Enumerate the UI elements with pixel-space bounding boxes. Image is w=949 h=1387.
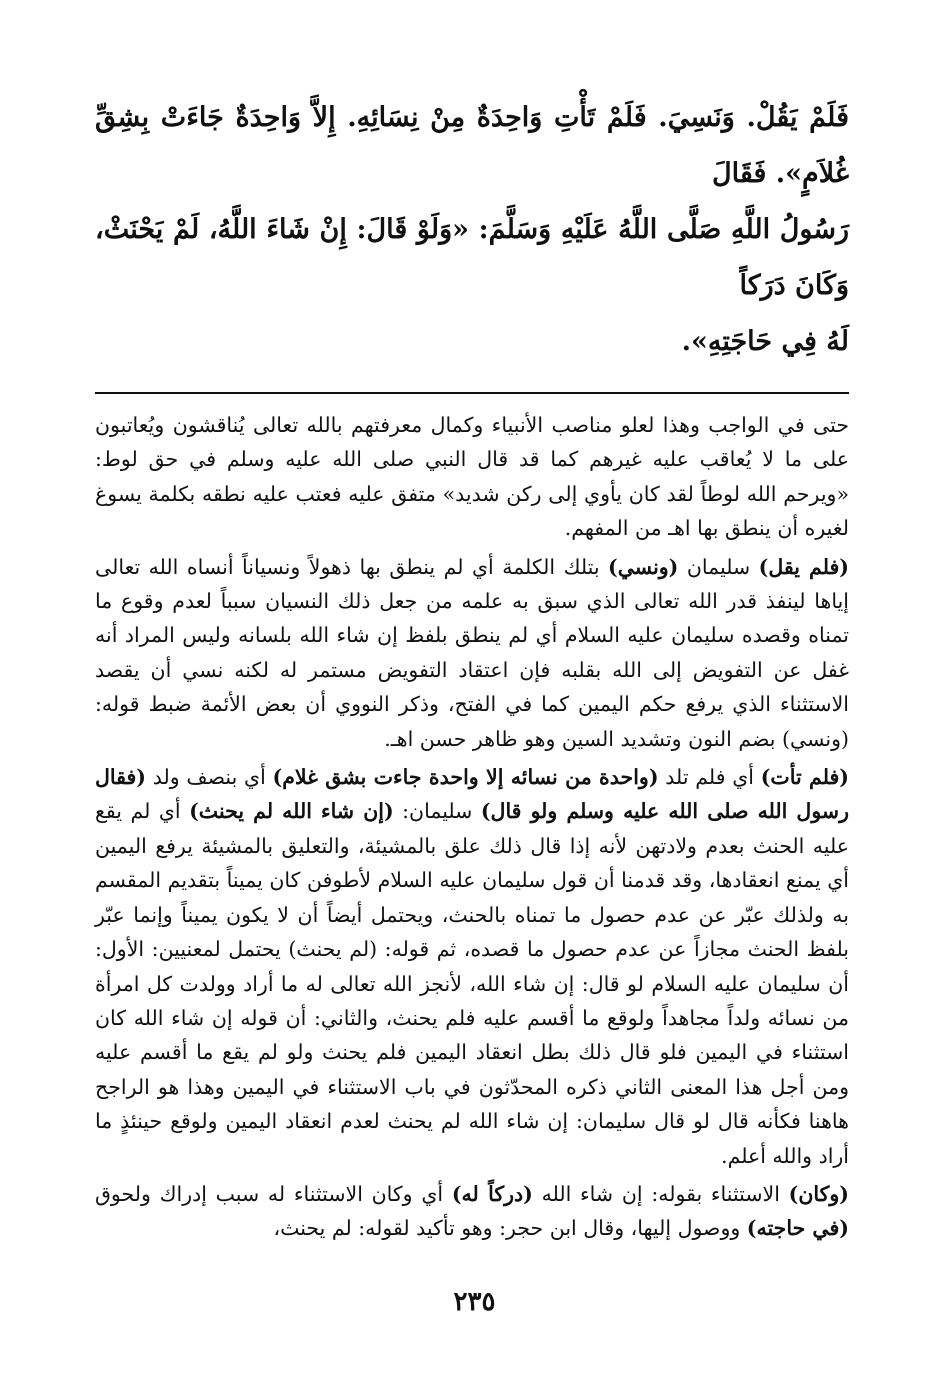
commentary-paragraph: حتى في الواجب وهذا لعلو مناصب الأنبياء وكمال معرفتهم بالله تعالى يُناقشون ويُعاتبون على ما لا يُعاقب عليه غيرهم كما قد قال النبي صلى الله عليه وسلم في حق لوط: «ويرحم الله لوطاً لقد كان يأوي إلى ركن شديد» متفق عليه فعتب عليه نطقه بكلمة يسوغ لغيره أن ينطق بها اهـ من المفهم. (95, 413, 849, 541)
page-number: ٢٣٥ (453, 1287, 496, 1317)
commentary-text: سليمان: (393, 799, 481, 824)
hadith-line: رَسُولُ اللَّهِ صَلَّى اللَّهُ عَلَيْهِ وَسَلَّمَ: «وَلَوْ قَالَ: إِنْ شَاءَ اللَّهُ، لَمْ يَحْنَثْ، وَكَانَ دَرَكاً (95, 214, 849, 301)
commentary-paragraph (95, 1177, 849, 1246)
commentary-text: أي لم يقع عليه الحنث بعدم ولادتهن لأنه إذا قال ذلك علق بالمشيئة، والتعليق بالمشيئة يرفع اليمين أي يمنع انعقادها، وقد قدمنا أن قول سليمان عليه السلام لأطوفن كان يميناً بتقديم المقسم به ولذلك عبّر عن عدم حصول ما تمناه بالحنث، ويحتمل أيضاً أن لا يكون يميناً وإنما عبّر بلفظ الحنث مجازاً عن عدم حصول ما قصده، ثم قوله: (لم يحنث) يحتمل لمعنيين: الأول: أن سليمان عليه السلام لو قال: إن شاء الله، لأنجز الله تعالى له ما أراد وولدت كل امرأة من نسائه ولداً مجاهداً ولوقع ما أقسم عليه فلم يحنث، والثاني: أن قوله إن شاء الله كان استثناء في اليمين فلو قال ذلك بطل انعقاد اليمين فلم يحنث ولو لم يقع ما أقسم عليه ومن أجل هذا المعنى الثاني ذكره المحدّثون في باب الاستثناء في اليمين وهذا هو الراجح هاهنا فكأنه قال لو قال سليمان: إن شاء الله لم يحنث لعدم انعقاد اليمين ولوقع حينئذٍ ما أراد والله أعلم. (95, 799, 849, 1168)
commentary-paragraph (95, 550, 849, 756)
keyword: (واحدة من نسائه إلا واحدة جاءت بشق غلام) (272, 765, 659, 790)
footnote-divider (95, 392, 849, 394)
commentary-text: أي بنصف ولد (146, 765, 273, 790)
commentary-text: أي فلم تلد (658, 765, 761, 790)
keyword: (فلم يقل) (758, 554, 849, 579)
commentary-text: الاستثناء بقوله: إن شاء الله (532, 1181, 789, 1206)
keyword: (وكان) (788, 1181, 849, 1206)
commentary-paragraph (95, 760, 849, 1173)
keyword: (فلم تأت) (760, 765, 849, 790)
commentary-text: أي وكان الاستثناء له سبب إدراك ولحوق (95, 1181, 452, 1206)
commentary (95, 408, 849, 1246)
keyword: (دركاً له) (451, 1181, 533, 1206)
commentary-text: ووصول إليها، وقال ابن حجر: وهو تأكيد لقوله: لم يحنث، (273, 1216, 747, 1241)
commentary-text: بتلك الكلمة أي لم ينطق بها ذهولاً ونسياناً أنساه الله تعالى إياها لينفذ قدر الله تعالى الذي سبق به علمه من جعل ذلك النسيان سبباً لعدم وقوع ما تمناه وقصده سليمان عليه السلام أي لم ينطق بلفظ إن شاء الله بلسانه وليس المراد أنه غفل عن التفويض إلى الله بقلبه فإن اعتقاد التفويض مستمر له لكنه نسي أن يقصد الاستثناء الذي يرفع حكم اليمين كما في الفتح، وذكر النووي أن بعض الأئمة ضبط قوله: (ونسي) بضم النون وتشديد السين وهو ظاهر حسن اهـ. (95, 554, 849, 751)
hadith-line: فَلَمْ يَقُلْ. وَنَسِيَ. فَلَمْ تَأْتِ وَاحِدَةٌ مِنْ نِسَائِهِ. إِلاَّ وَاحِدَةٌ جَاءَتْ بِشِقِّ غُلاَمٍ». فَقَالَ (95, 102, 849, 189)
keyword: (في حاجته) (746, 1216, 849, 1241)
hadith-text (95, 90, 849, 370)
keyword: (فقال رسول الله صلى الله عليه وسلم ولو قال) (95, 765, 849, 824)
commentary-text: سليمان (678, 554, 759, 579)
keyword: (إن شاء الله لم يحنث) (189, 799, 394, 824)
hadith-line: لَهُ فِي حَاجَتِهِ». (681, 326, 849, 357)
keyword: (ونسي) (608, 554, 679, 579)
